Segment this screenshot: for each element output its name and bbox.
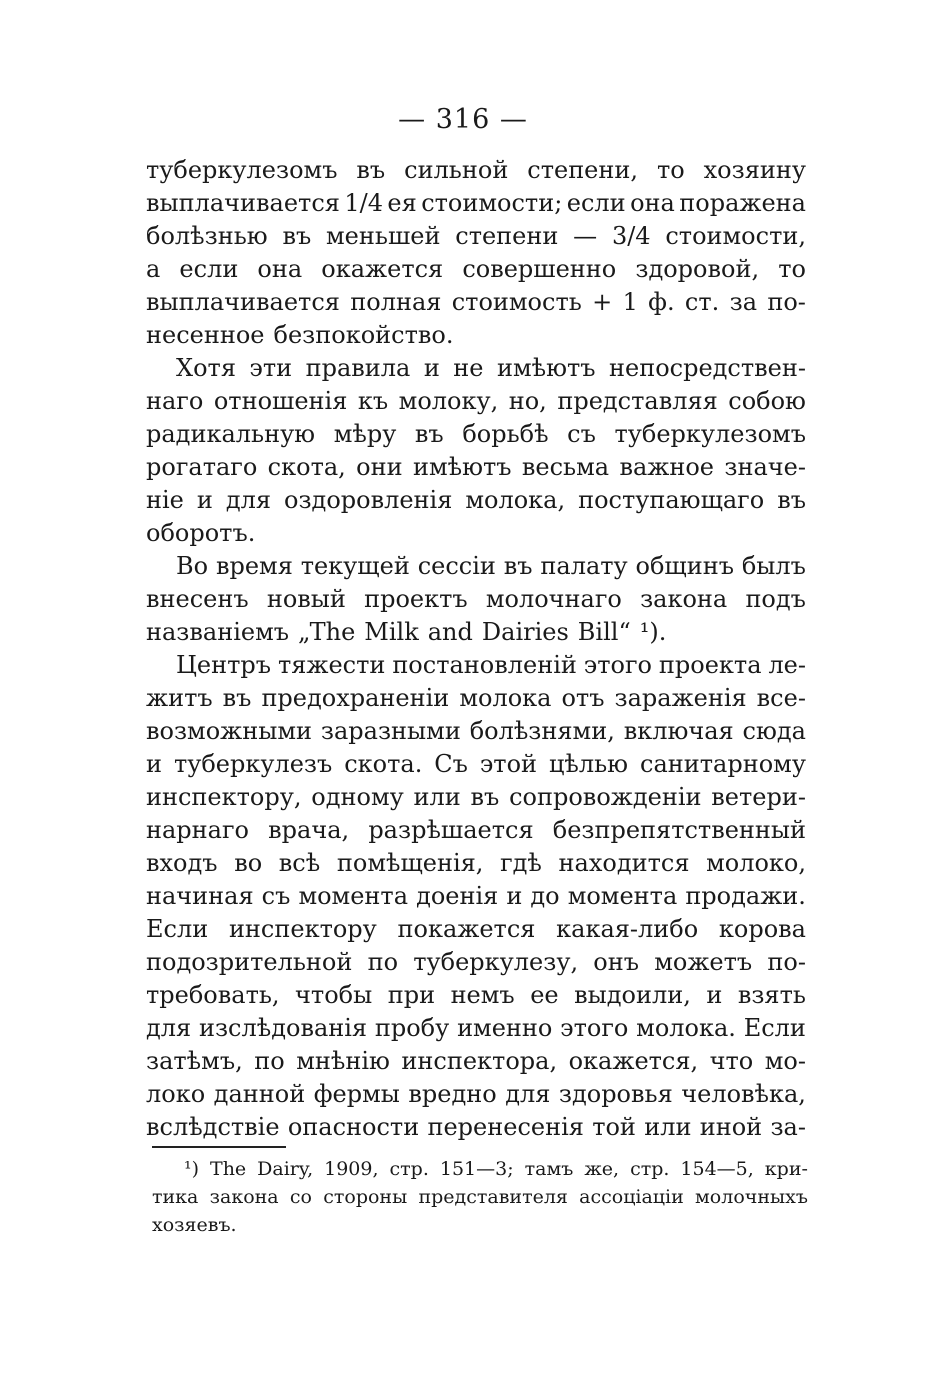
word: цѣлью bbox=[548, 750, 629, 778]
word: во bbox=[234, 849, 263, 877]
word: и bbox=[706, 981, 723, 1009]
text-line bbox=[146, 946, 806, 979]
word: до bbox=[530, 882, 560, 910]
word: въ bbox=[470, 783, 500, 811]
word: вредно bbox=[408, 1080, 497, 1108]
word: она bbox=[257, 255, 303, 283]
word: важное bbox=[619, 453, 714, 481]
text-line bbox=[146, 682, 806, 715]
word: ¹). bbox=[639, 618, 667, 646]
word: молока bbox=[459, 684, 552, 712]
word: мнѣнію bbox=[296, 1047, 390, 1075]
word: правила bbox=[305, 354, 411, 382]
text-line bbox=[146, 187, 806, 220]
word: внесенъ bbox=[146, 585, 249, 613]
word: выплачивается bbox=[146, 189, 340, 217]
word: Центръ bbox=[176, 651, 272, 679]
word: именно bbox=[457, 1014, 553, 1042]
word: имѣютъ bbox=[412, 453, 512, 481]
word: болѣзнью bbox=[146, 222, 268, 250]
word: собою bbox=[728, 387, 806, 415]
word: момента bbox=[298, 882, 409, 910]
word: локо bbox=[146, 1080, 206, 1108]
word: + bbox=[592, 288, 613, 316]
word: окажется, bbox=[568, 1047, 699, 1075]
word: или bbox=[644, 1113, 692, 1141]
word: постановленій bbox=[392, 651, 577, 679]
word: за bbox=[729, 288, 758, 316]
word: мо- bbox=[764, 1047, 806, 1075]
word: and bbox=[427, 618, 473, 646]
word: скота. bbox=[344, 750, 423, 778]
text-line bbox=[146, 385, 806, 418]
word: въ bbox=[282, 222, 312, 250]
word: и bbox=[423, 354, 440, 382]
word: продажи. bbox=[685, 882, 806, 910]
word: къ bbox=[357, 387, 389, 415]
word: стоимость bbox=[451, 288, 582, 316]
word: 151—3; bbox=[439, 1158, 514, 1180]
text-line bbox=[146, 1012, 806, 1045]
word: отъ bbox=[561, 684, 605, 712]
word: 1909, bbox=[324, 1158, 379, 1180]
footnote-line bbox=[152, 1211, 808, 1239]
word: молока. bbox=[636, 1014, 736, 1042]
text-line bbox=[146, 517, 806, 550]
word: немъ bbox=[450, 981, 515, 1009]
word: этого bbox=[583, 651, 652, 679]
text-line bbox=[146, 847, 806, 880]
word: туберкулезу, bbox=[413, 948, 579, 976]
word: ее bbox=[530, 981, 559, 1009]
word: Milk bbox=[364, 618, 419, 646]
word: эти bbox=[249, 354, 293, 382]
paragraph-3 bbox=[146, 550, 806, 649]
text-line bbox=[146, 781, 806, 814]
word: стоимости; bbox=[421, 189, 563, 217]
word: она bbox=[630, 189, 675, 217]
text-line bbox=[146, 220, 806, 253]
word: новый bbox=[266, 585, 346, 613]
word: или bbox=[413, 783, 461, 811]
text-line bbox=[146, 1045, 806, 1078]
text-line bbox=[146, 253, 806, 286]
word: степени, bbox=[527, 156, 639, 184]
word: требовать, bbox=[146, 981, 280, 1009]
word: гдѣ bbox=[500, 849, 542, 877]
word: по bbox=[367, 948, 399, 976]
word: Если bbox=[743, 1014, 806, 1042]
word: инспектору bbox=[228, 915, 377, 943]
word: выплачивается bbox=[146, 288, 340, 316]
word: Хотя bbox=[176, 354, 236, 382]
word: борьбѣ bbox=[462, 420, 549, 448]
word: съ bbox=[261, 882, 291, 910]
word: отношенія bbox=[213, 387, 348, 415]
word: ле- bbox=[768, 651, 806, 679]
word: входъ bbox=[146, 849, 218, 877]
word: Dairies bbox=[481, 618, 569, 646]
text-line bbox=[146, 154, 806, 187]
word: подозрительной bbox=[146, 948, 353, 976]
word: выдоили, bbox=[574, 981, 691, 1009]
text-line bbox=[146, 913, 806, 946]
word: былъ bbox=[741, 552, 806, 580]
word: какая-либо bbox=[556, 915, 699, 943]
word: наго bbox=[146, 387, 204, 415]
word: включая bbox=[623, 717, 734, 745]
word: имѣютъ bbox=[496, 354, 596, 382]
word: стр. bbox=[630, 1158, 670, 1180]
word: The bbox=[210, 1158, 247, 1180]
word: стоимости, bbox=[665, 222, 806, 250]
word: здоровой, bbox=[635, 255, 760, 283]
footnote bbox=[152, 1155, 808, 1239]
word: же, bbox=[584, 1158, 620, 1180]
word: въ bbox=[777, 486, 806, 514]
word: житъ bbox=[146, 684, 213, 712]
word: санитарному bbox=[640, 750, 806, 778]
word: для bbox=[505, 1080, 551, 1108]
word: туберкулезомъ bbox=[614, 420, 806, 448]
word: ¹) bbox=[184, 1158, 200, 1180]
word: скота, bbox=[267, 453, 346, 481]
word: перенесенія bbox=[427, 1113, 584, 1141]
word: поражена bbox=[679, 189, 806, 217]
text-line bbox=[146, 1111, 806, 1144]
word: Во bbox=[176, 552, 209, 580]
word: ветери- bbox=[711, 783, 806, 811]
word: общинъ bbox=[635, 552, 734, 580]
word: по- bbox=[767, 288, 806, 316]
word: Dairy, bbox=[257, 1158, 314, 1180]
word: въ bbox=[222, 684, 252, 712]
word: полная bbox=[350, 288, 442, 316]
word: Съ bbox=[434, 750, 468, 778]
word: меньшей bbox=[326, 222, 441, 250]
word: а bbox=[146, 255, 161, 283]
word: вслѣдствіе bbox=[146, 1113, 280, 1141]
word: тика bbox=[152, 1186, 199, 1208]
word: корова bbox=[718, 915, 806, 943]
word: ніе bbox=[146, 486, 184, 514]
word: подъ bbox=[745, 585, 806, 613]
word: разрѣшается bbox=[368, 816, 534, 844]
word: хозяевъ. bbox=[152, 1214, 237, 1236]
paragraph-4 bbox=[146, 649, 806, 1144]
word: для bbox=[146, 1014, 192, 1042]
word: весьма bbox=[521, 453, 610, 481]
word: если bbox=[566, 189, 626, 217]
word: 1 bbox=[622, 288, 638, 316]
word: со bbox=[289, 1186, 312, 1208]
word: хозяину bbox=[703, 156, 806, 184]
word: онъ bbox=[593, 948, 640, 976]
word: туберкулезомъ bbox=[146, 156, 338, 184]
word: фермы bbox=[313, 1080, 400, 1108]
word: ст. bbox=[684, 288, 720, 316]
word: зараженія bbox=[614, 684, 747, 712]
word: ассоціаціи bbox=[579, 1186, 684, 1208]
word: оборотъ. bbox=[146, 519, 256, 547]
word: человѣка, bbox=[681, 1080, 806, 1108]
word: названіемъ bbox=[146, 618, 290, 646]
word: сильной bbox=[404, 156, 509, 184]
word: врача, bbox=[268, 816, 350, 844]
word: сюда bbox=[742, 717, 806, 745]
word: и bbox=[506, 882, 523, 910]
word: иной bbox=[699, 1113, 763, 1141]
page-number: — 316 — bbox=[398, 104, 528, 135]
word: представителя bbox=[418, 1186, 568, 1208]
footnote-line bbox=[152, 1155, 808, 1183]
word: за- bbox=[770, 1113, 806, 1141]
word: сессіи bbox=[417, 552, 496, 580]
word: опасности bbox=[287, 1113, 420, 1141]
word: сопровожденіи bbox=[509, 783, 702, 811]
word: чтобы bbox=[295, 981, 373, 1009]
word: возможными bbox=[146, 717, 313, 745]
word: заразными bbox=[320, 717, 461, 745]
word: для bbox=[225, 486, 272, 514]
text-line bbox=[146, 715, 806, 748]
word: этого bbox=[560, 1014, 629, 1042]
word: Если bbox=[146, 915, 209, 943]
word: тяжести bbox=[277, 651, 386, 679]
word: все- bbox=[756, 684, 806, 712]
word: затѣмъ, bbox=[146, 1047, 243, 1075]
word: туберкулезъ bbox=[173, 750, 333, 778]
word: Bill“ bbox=[577, 618, 631, 646]
text-line bbox=[146, 352, 806, 385]
word: время bbox=[215, 552, 293, 580]
word: въ bbox=[356, 156, 386, 184]
word: безпокойство. bbox=[273, 321, 454, 349]
word: данной bbox=[213, 1080, 306, 1108]
text-line bbox=[146, 451, 806, 484]
word: окажется bbox=[321, 255, 444, 283]
word: закона bbox=[209, 1186, 279, 1208]
word: молочнаго bbox=[485, 585, 622, 613]
word: радикальную bbox=[146, 420, 316, 448]
word: съ bbox=[567, 420, 596, 448]
word: закона bbox=[640, 585, 728, 613]
word: ея bbox=[387, 189, 417, 217]
footnote-line bbox=[152, 1183, 808, 1211]
word: не bbox=[453, 354, 484, 382]
word: тамъ bbox=[524, 1158, 574, 1180]
word: степени bbox=[455, 222, 559, 250]
text-line bbox=[146, 484, 806, 517]
text-line bbox=[146, 418, 806, 451]
word: совершенно bbox=[462, 255, 617, 283]
text-line bbox=[146, 1078, 806, 1111]
word: стр. bbox=[389, 1158, 429, 1180]
word: стороны bbox=[323, 1186, 408, 1208]
text-line bbox=[146, 550, 806, 583]
word: инспектора, bbox=[401, 1047, 558, 1075]
word: пробу bbox=[374, 1014, 450, 1042]
text-line bbox=[146, 649, 806, 682]
word: всѣ bbox=[278, 849, 321, 877]
word: нарнаго bbox=[146, 816, 249, 844]
word: что bbox=[709, 1047, 754, 1075]
word: оздоровленія bbox=[284, 486, 453, 514]
word: молока, bbox=[465, 486, 566, 514]
text-line bbox=[146, 880, 806, 913]
word: то bbox=[656, 156, 685, 184]
word: по- bbox=[767, 948, 806, 976]
word: инспектору, bbox=[146, 783, 302, 811]
text-line bbox=[146, 319, 806, 352]
word: здоровья bbox=[558, 1080, 673, 1108]
word: — bbox=[573, 222, 598, 250]
word: представляя bbox=[557, 387, 718, 415]
word: проектъ bbox=[364, 585, 468, 613]
word: момента bbox=[567, 882, 678, 910]
word: то bbox=[778, 255, 806, 283]
word: но, bbox=[508, 387, 547, 415]
word: кри- bbox=[764, 1158, 808, 1180]
word: предохраненіи bbox=[261, 684, 450, 712]
word: этой bbox=[479, 750, 538, 778]
word: 1/4 bbox=[344, 189, 383, 217]
word: помѣщенія, bbox=[336, 849, 484, 877]
paragraph-1 bbox=[146, 154, 806, 352]
word: и bbox=[196, 486, 213, 514]
word: „The bbox=[298, 618, 356, 646]
text-line bbox=[146, 748, 806, 781]
word: значе- bbox=[724, 453, 806, 481]
word: и bbox=[146, 750, 162, 778]
word: въ bbox=[503, 552, 533, 580]
word: доенія bbox=[416, 882, 499, 910]
word: той bbox=[592, 1113, 636, 1141]
word: 3/4 bbox=[611, 222, 651, 250]
word: палату bbox=[540, 552, 628, 580]
word: рогатаго bbox=[146, 453, 258, 481]
paragraph-2 bbox=[146, 352, 806, 550]
word: 154—5, bbox=[680, 1158, 754, 1180]
word: мѣру bbox=[333, 420, 397, 448]
word: ф. bbox=[648, 288, 675, 316]
word: начиная bbox=[146, 882, 254, 910]
word: несенное bbox=[146, 321, 265, 349]
word: одному bbox=[311, 783, 404, 811]
text-line bbox=[146, 814, 806, 847]
word: по bbox=[254, 1047, 285, 1075]
word: молоку, bbox=[398, 387, 499, 415]
word: непосредствен- bbox=[609, 354, 806, 382]
word: поступающаго bbox=[578, 486, 765, 514]
word: взять bbox=[737, 981, 806, 1009]
text-line bbox=[146, 286, 806, 319]
footnote-divider bbox=[152, 1146, 286, 1148]
word: покажется bbox=[397, 915, 536, 943]
word: въ bbox=[414, 420, 444, 448]
word: если bbox=[179, 255, 239, 283]
word: молоко, bbox=[706, 849, 806, 877]
text-line bbox=[146, 979, 806, 1012]
text-line bbox=[146, 583, 806, 616]
word: при bbox=[387, 981, 436, 1009]
word: находится bbox=[558, 849, 690, 877]
word: молочныхъ bbox=[695, 1186, 808, 1208]
word: можетъ bbox=[654, 948, 753, 976]
word: болѣзнями, bbox=[469, 717, 615, 745]
word: проекта bbox=[658, 651, 762, 679]
word: текущей bbox=[300, 552, 410, 580]
word: изслѣдованія bbox=[198, 1014, 368, 1042]
word: безпрепятственный bbox=[552, 816, 806, 844]
word: они bbox=[356, 453, 403, 481]
text-line bbox=[146, 616, 806, 649]
